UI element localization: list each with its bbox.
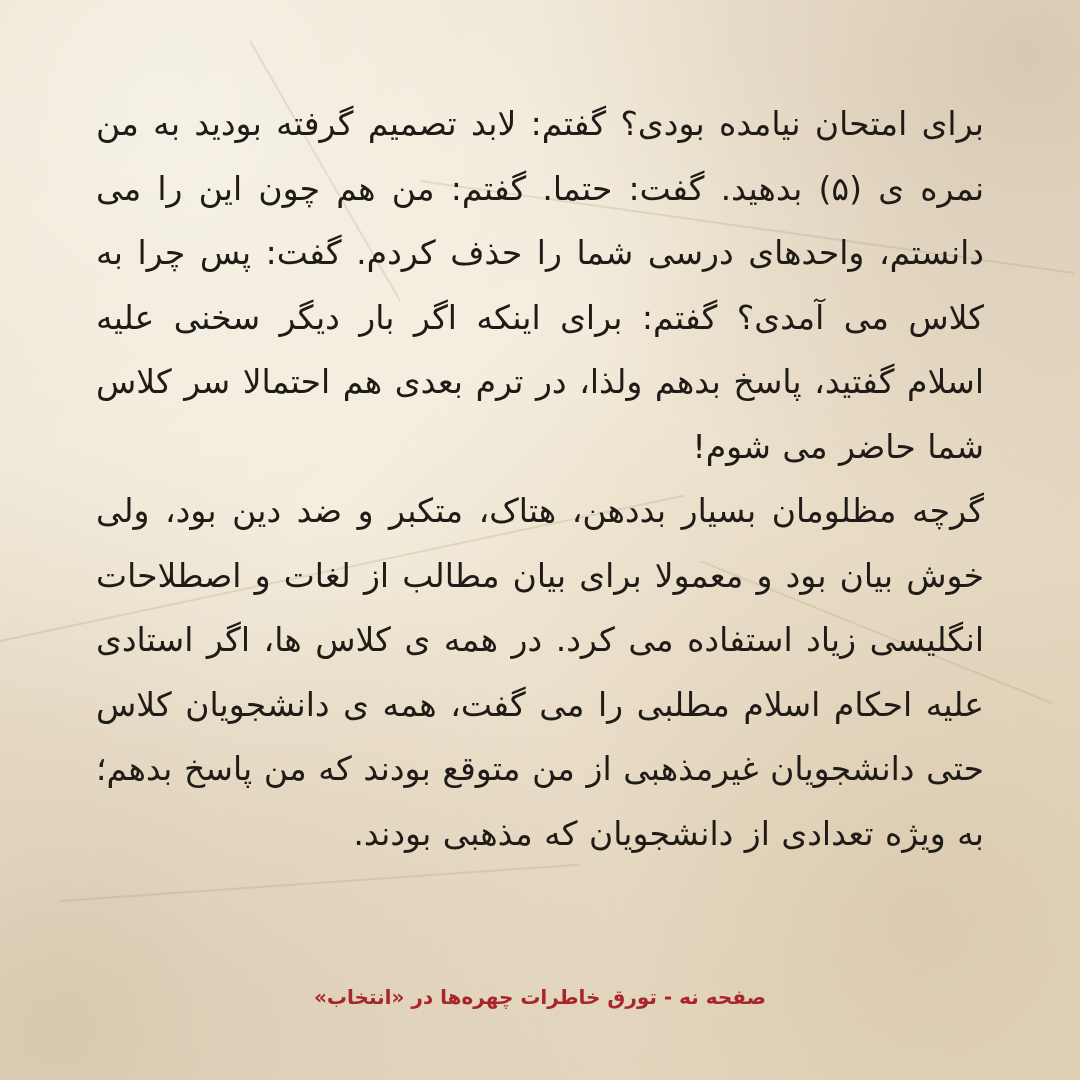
- source-caption: صفحه نه - تورق خاطرات چهره‌ها در «انتخاب»: [314, 985, 766, 1009]
- document-body: [96, 92, 984, 972]
- paragraph-1: برای امتحان نیامده بودی؟ گفتم: لابد تصمیم گرفته بودید به من نمره ی (۵) بدهید. گفت: حتما. گفتم: من هم چون این را می دانستم، واحدهای درسی شما را حذف کردم. گفت: پس چرا به کلاس می آمدی؟ گفتم: برای اینکه اگر بار دیگر سخنی علیه اسلام گفتید، پاسخ بدهم ولذا، در ترم بعدی هم احتمالا سر کلاس شما حاضر می شوم!: [96, 104, 985, 466]
- paragraph-2: گرچه مظلومان بسیار بددهن، هتاک، متکبر و ضد دین بود، ولی خوش بیان بود و معمولا برای بیان مطالب از لغات و اصطلاحات انگلیسی زیاد استفاده می کرد. در همه ی کلاس ها، اگر استادی علیه احکام اسلام مطلبی را می گفت، همه ی دانشجویان کلاس حتی دانشجویان غیرمذهبی از من متوقع بودند که من پاسخ بدهم؛ به ویژه تعدادی از دانشجویان که مذهبی بودند.: [96, 491, 984, 853]
